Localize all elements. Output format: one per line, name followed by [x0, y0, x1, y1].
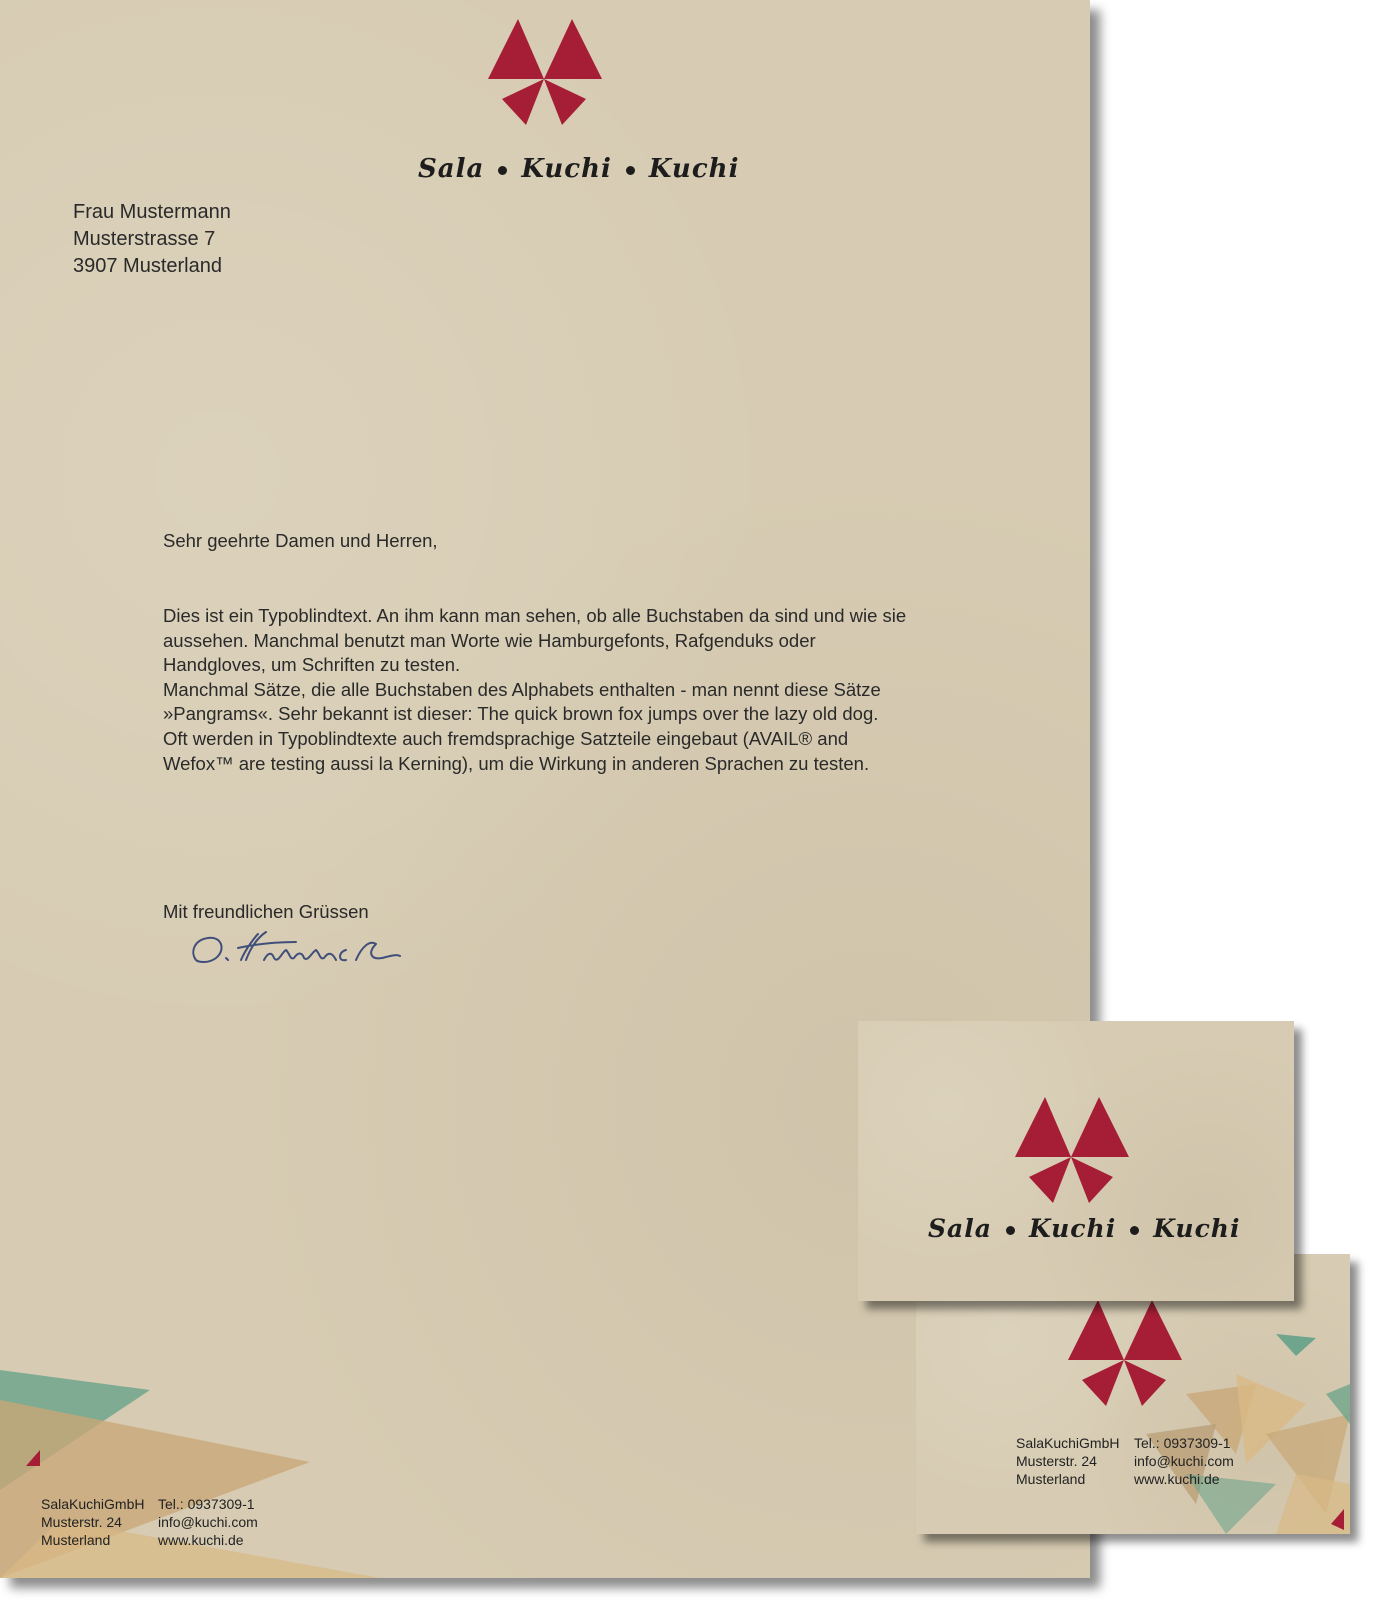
brand-word-3: Kuchi	[648, 154, 740, 184]
letter-closing: Mit freundlichen Grüssen	[163, 901, 369, 922]
card-front-logo	[1015, 1097, 1129, 1203]
brand-dot-2	[626, 166, 635, 175]
business-card-front	[858, 1021, 1294, 1301]
logo-triangle-left	[488, 19, 544, 79]
company-email: info@kuchi.com	[158, 1514, 258, 1530]
company-web: www.kuchi.de	[158, 1532, 244, 1548]
card-company-name: SalaKuchiGmbH	[1016, 1435, 1120, 1451]
brand-dot-1	[498, 166, 507, 175]
letter-greeting: Sehr geehrte Damen und Herren,	[163, 530, 438, 551]
letter-company-contact	[158, 1495, 258, 1549]
card-brand-word-1: Sala	[928, 1214, 992, 1243]
company-phone: Tel.: 0937309-1	[158, 1496, 255, 1512]
letter-paragraph-1: Dies ist ein Typoblindtext. An ihm kann man sehen, ob alle Buchstaben da sind und wie sie aussehen. Manchmal benutzt man Worte wie Hamburgefonts, Rafgenduks oder Handgloves, um Schriften zu testen.	[163, 605, 907, 676]
card-company-country: Musterland	[1016, 1471, 1086, 1487]
card-brand-word-3: Kuchi	[1153, 1214, 1241, 1243]
logo-triangle-right	[544, 19, 602, 79]
brand-word-2: Kuchi	[521, 154, 612, 184]
card-brand-wordmark	[928, 1214, 1240, 1243]
card-company-address	[1016, 1434, 1120, 1488]
bow-tie-logo	[488, 19, 602, 125]
card-back-logo	[1068, 1300, 1182, 1406]
letter-body	[163, 604, 908, 776]
card-brand-word-2: Kuchi	[1028, 1214, 1117, 1243]
card-company-email: info@kuchi.com	[1134, 1453, 1234, 1469]
recipient-name: Frau Mustermann	[73, 201, 231, 223]
card-brand-dot-1	[1006, 1226, 1015, 1235]
company-street: Musterstr. 24	[41, 1514, 122, 1530]
recipient-address	[73, 199, 231, 280]
card-company-street: Musterstr. 24	[1016, 1453, 1097, 1469]
card-company-web: www.kuchi.de	[1134, 1471, 1220, 1487]
recipient-city: 3907 Musterland	[73, 255, 222, 277]
card-company-phone: Tel.: 0937309-1	[1134, 1435, 1231, 1451]
letter-paragraph-2: Manchmal Sätze, die alle Buchstaben des Alphabets enthalten - man nennt diese Sätze »Pangrams«. Sehr bekannt ist dieser: The quick brown fox jumps over the lazy old dog. Oft werden in Typoblindtexte auch fremdsprachige Satzteile eingebaut (AVAIL® and Wefox™ are testing aussi la Kerning), um die Wirkung in anderen Sprachen zu testen.	[163, 678, 881, 774]
logo-triangle-bottom-left	[502, 79, 544, 125]
logo-triangle-bottom-right	[544, 79, 586, 125]
recipient-street: Musterstrasse 7	[73, 228, 216, 250]
company-country: Musterland	[41, 1532, 111, 1548]
company-name: SalaKuchiGmbH	[41, 1496, 145, 1512]
card-company-contact	[1134, 1434, 1234, 1488]
letter-company-address	[41, 1495, 145, 1549]
brand-word-1: Sala	[418, 154, 485, 184]
card-brand-dot-2	[1130, 1226, 1139, 1235]
handwritten-signature	[186, 930, 401, 972]
brand-wordmark	[418, 154, 739, 184]
